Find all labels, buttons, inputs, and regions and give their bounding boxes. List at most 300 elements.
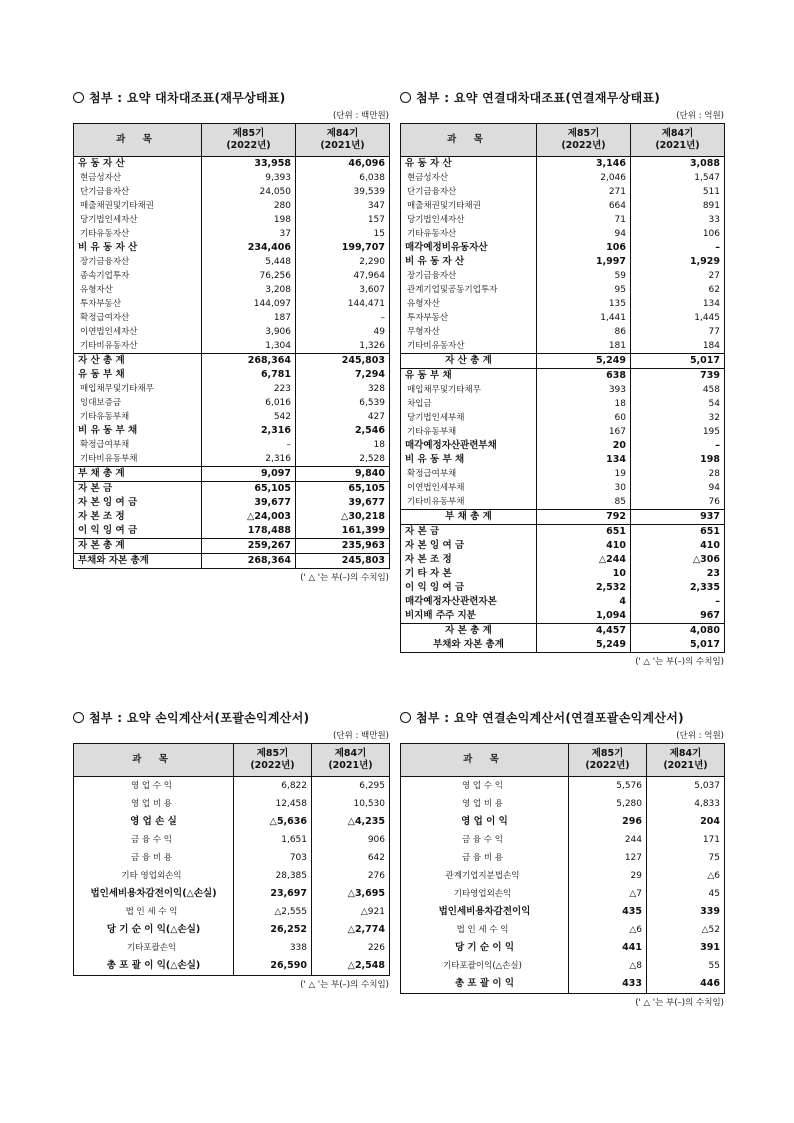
current-value: 26,252: [234, 921, 312, 939]
current-value: 187: [202, 311, 296, 325]
row-label: 기 타 자 본: [401, 567, 537, 581]
circle-bullet-icon: [400, 92, 411, 103]
table-row: [401, 467, 725, 481]
row-label: 법인세비용차감전이익(△손실): [74, 885, 234, 903]
col-header-item: 과 목: [74, 124, 202, 157]
previous-value: 171: [702, 835, 720, 845]
previous-value: 75: [708, 853, 720, 863]
previous-value: 47,964: [353, 271, 385, 281]
previous-value: 906: [367, 835, 385, 845]
col-header-previous: 제84기 (2021년): [647, 744, 725, 777]
row-label: 무형자산: [401, 325, 537, 339]
table-row: [401, 369, 725, 384]
row-label: 유 동 자 산: [74, 157, 202, 172]
current-value: 234,406: [202, 241, 296, 255]
table-row: [74, 424, 390, 438]
table-row: [401, 397, 725, 411]
previous-value: 937: [631, 510, 725, 525]
table-row: [401, 885, 725, 903]
row-label: 기타유동자산: [401, 227, 537, 241]
previous-value: 5,037: [694, 781, 720, 791]
previous-value: 1,929: [689, 256, 720, 267]
current-value: 28,385: [234, 867, 312, 885]
balance-sheet-section: [73, 90, 389, 584]
previous-value: 339: [700, 906, 720, 917]
current-value: 2,316: [202, 424, 296, 438]
table-row: [74, 452, 390, 467]
previous-value: 391: [700, 942, 720, 953]
previous-value: 5,017: [689, 639, 720, 650]
previous-value: 62: [708, 285, 720, 295]
previous-value: 446: [700, 978, 720, 989]
current-value: 268,364: [202, 354, 296, 369]
col-header-current: 제85기 (2022년): [202, 124, 296, 157]
current-value: 178,488: [202, 524, 296, 539]
previous-value: 134: [702, 299, 720, 309]
table-row: [401, 510, 725, 525]
table-row: [401, 539, 725, 553]
row-label: 자 본 조 정: [74, 510, 202, 524]
col-header-current: 제85기 (2022년): [537, 124, 631, 157]
current-value: 86: [537, 325, 631, 339]
row-label: 매입채무및기타채무: [401, 383, 537, 397]
row-label: 기타비유동부채: [401, 495, 537, 510]
consolidated-balance-sheet-section: [400, 90, 724, 668]
table-row: [401, 354, 725, 369]
previous-value: 198: [700, 454, 720, 465]
current-value: 60: [537, 411, 631, 425]
previous-value: 328: [367, 384, 385, 394]
current-value: △8: [569, 957, 647, 975]
current-value: 244: [569, 831, 647, 849]
row-label: 유형자산: [401, 297, 537, 311]
row-label: 관계기업및공동기업투자: [401, 283, 537, 297]
table-row: [74, 849, 390, 867]
row-label: 부채와 자본 총계: [74, 554, 202, 569]
table-row: [401, 199, 725, 213]
previous-value: 642: [367, 853, 385, 863]
row-label: 부채와 자본 총계: [401, 638, 537, 653]
previous-value: 9,840: [296, 467, 390, 482]
table-row: [401, 795, 725, 813]
current-value: 393: [537, 383, 631, 397]
col-header-current: 제85기 (2022년): [569, 744, 647, 777]
table-row: [401, 849, 725, 867]
row-label: 총 포 괄 이 익: [401, 975, 569, 994]
col-header-previous: 제84기 (2021년): [296, 124, 390, 157]
current-value: 3,146: [537, 157, 631, 172]
negative-note: (' △ '는 부(–)의 수치임): [300, 573, 389, 583]
row-label: 유형자산: [74, 283, 202, 297]
current-value: 167: [537, 425, 631, 439]
table-row: [74, 496, 390, 510]
table-row: [74, 199, 390, 213]
current-value: 3,208: [202, 283, 296, 297]
current-value: 37: [202, 227, 296, 241]
current-value: 39,677: [202, 496, 296, 510]
current-value: 792: [537, 510, 631, 525]
current-value: 1,651: [234, 831, 312, 849]
previous-value: 15: [373, 229, 385, 239]
previous-value: 18: [373, 440, 385, 450]
previous-value: 3,088: [689, 158, 720, 169]
row-label: 금 융 수 익: [74, 831, 234, 849]
unit-label: (단위 : 백만원): [333, 111, 389, 121]
row-label: 기타포괄이익(△손실): [401, 957, 569, 975]
row-label: 차입금: [401, 397, 537, 411]
current-value: 26,590: [234, 957, 312, 976]
current-value: 1,094: [537, 609, 631, 624]
row-label: 자 본 금: [401, 525, 537, 540]
consolidated-income-statement-table: [400, 743, 725, 994]
current-value: △7: [569, 885, 647, 903]
previous-value: 6,539: [359, 398, 385, 408]
current-value: 2,316: [202, 452, 296, 467]
row-label: 이연법인세자산: [74, 325, 202, 339]
row-label: 부 채 총 계: [74, 467, 202, 482]
current-value: 95: [537, 283, 631, 297]
current-value: 94: [537, 227, 631, 241]
previous-value: –: [715, 440, 720, 451]
current-value: 10: [537, 567, 631, 581]
table-row: [74, 297, 390, 311]
current-value: 20: [537, 439, 631, 453]
row-label: 기타영업외손익: [401, 885, 569, 903]
previous-value: 65,105: [296, 482, 390, 497]
table-row: [401, 813, 725, 831]
row-label: 현금성자산: [401, 171, 537, 185]
current-value: 9,097: [202, 467, 296, 482]
previous-value: 23: [706, 568, 720, 579]
current-value: 268,364: [202, 554, 296, 569]
table-row: [401, 903, 725, 921]
table-row: [74, 813, 390, 831]
previous-value: △2,548: [347, 960, 385, 971]
table-row: [74, 325, 390, 339]
negative-note: (' △ '는 부(–)의 수치임): [300, 980, 389, 990]
current-value: 134: [537, 453, 631, 467]
table-row: [401, 481, 725, 495]
previous-value: 161,399: [341, 525, 385, 536]
current-value: 435: [569, 903, 647, 921]
current-value: 5,249: [537, 354, 631, 369]
current-value: 3,906: [202, 325, 296, 339]
circle-bullet-icon: [400, 712, 411, 723]
table-row: [401, 283, 725, 297]
table-row: [401, 157, 725, 172]
table-row: [401, 624, 725, 639]
table-row: [401, 241, 725, 255]
table-row: [401, 311, 725, 325]
table-row: [401, 227, 725, 241]
previous-value: 4,080: [631, 624, 725, 639]
table-row: [74, 283, 390, 297]
col-header-item: 과 목: [401, 744, 569, 777]
previous-value: 32: [708, 413, 720, 423]
previous-value: 245,803: [296, 354, 390, 369]
row-label: 확정급여부채: [74, 438, 202, 452]
previous-value: 891: [702, 201, 720, 211]
table-row: [74, 867, 390, 885]
previous-value: 245,803: [296, 554, 390, 569]
table-row: [401, 269, 725, 283]
row-label: 자 산 총 계: [401, 354, 537, 369]
previous-value: 410: [700, 540, 720, 551]
current-value: 106: [537, 241, 631, 255]
current-value: 638: [537, 369, 631, 384]
table-row: [74, 957, 390, 976]
current-value: 65,105: [202, 482, 296, 497]
table-row: [74, 382, 390, 396]
table-row: [74, 903, 390, 921]
row-label: 부 채 총 계: [401, 510, 537, 525]
row-label: 비 유 동 자 산: [401, 255, 537, 269]
row-label: 법인세비용차감전이익: [401, 903, 569, 921]
row-label: 관계기업지분법손익: [401, 867, 569, 885]
col-header-item: 과 목: [401, 124, 537, 157]
row-label: 영 업 비 용: [401, 795, 569, 813]
table-row: [401, 495, 725, 510]
row-label: 금 융 비 용: [401, 849, 569, 867]
row-label: 투자부동산: [74, 297, 202, 311]
income-statement-table: [73, 743, 390, 976]
row-label: 장기금융자산: [401, 269, 537, 283]
current-value: 1,997: [537, 255, 631, 269]
previous-value: △2,774: [347, 924, 385, 935]
row-label: 기타비유동자산: [401, 339, 537, 354]
previous-value: 5,017: [631, 354, 725, 369]
previous-value: 10,530: [353, 799, 385, 809]
previous-value: 4,833: [694, 799, 720, 809]
current-value: 24,050: [202, 185, 296, 199]
current-value: 19: [537, 467, 631, 481]
col-header-previous: 제84기 (2021년): [631, 124, 725, 157]
current-value: 71: [537, 213, 631, 227]
income-statement-heading: 첨부 : 요약 손익계산서(포괄손익계산서): [73, 710, 389, 726]
row-label: 금 융 비 용: [74, 849, 234, 867]
current-value: 223: [202, 382, 296, 396]
previous-value: 347: [367, 201, 385, 211]
current-value: 4: [537, 595, 631, 609]
current-value: 338: [234, 939, 312, 957]
row-label: 유 동 부 채: [401, 369, 537, 384]
current-value: 76,256: [202, 269, 296, 283]
current-value: 280: [202, 199, 296, 213]
table-header-row: [401, 744, 725, 777]
row-label: 법 인 세 수 익: [401, 921, 569, 939]
current-value: 135: [537, 297, 631, 311]
row-label: 종속기업투자: [74, 269, 202, 283]
row-label: 자 산 총 계: [74, 354, 202, 369]
previous-value: 7,294: [354, 369, 385, 380]
unit-label: (단위 : 억원): [676, 111, 724, 121]
current-value: 127: [569, 849, 647, 867]
current-value: 5,576: [569, 777, 647, 796]
table-row: [401, 867, 725, 885]
row-label: 자 본 잉 여 금: [401, 539, 537, 553]
previous-value: 427: [367, 412, 385, 422]
current-value: 1,441: [537, 311, 631, 325]
current-value: 2,046: [537, 171, 631, 185]
table-row: [401, 171, 725, 185]
previous-value: △4,235: [347, 816, 385, 827]
table-row: [74, 539, 390, 554]
row-label: 자 본 금: [74, 482, 202, 497]
circle-bullet-icon: [73, 712, 84, 723]
table-row: [74, 831, 390, 849]
previous-value: 77: [708, 327, 720, 337]
table-row: [74, 795, 390, 813]
row-label: 현금성자산: [74, 171, 202, 185]
table-row: [401, 921, 725, 939]
current-value: △244: [537, 553, 631, 567]
table-header-row: [74, 744, 390, 777]
table-header-row: [401, 124, 725, 157]
previous-value: △921: [360, 907, 385, 917]
row-label: 기타포괄손익: [74, 939, 234, 957]
table-row: [401, 609, 725, 624]
current-value: 441: [569, 939, 647, 957]
previous-value: 94: [708, 483, 720, 493]
previous-value: 54: [708, 399, 720, 409]
table-row: [401, 939, 725, 957]
current-value: 4,457: [537, 624, 631, 639]
current-value: 271: [537, 185, 631, 199]
table-row: [74, 921, 390, 939]
row-label: 자 본 조 정: [401, 553, 537, 567]
table-row: [74, 157, 390, 172]
row-label: 영 업 손 실: [74, 813, 234, 831]
table-row: [74, 885, 390, 903]
previous-value: 28: [708, 469, 720, 479]
circle-bullet-icon: [73, 92, 84, 103]
table-row: [401, 638, 725, 653]
col-header-previous: 제84기 (2021년): [312, 744, 390, 777]
current-value: △6: [569, 921, 647, 939]
current-value: 5,448: [202, 255, 296, 269]
previous-value: 199,707: [341, 242, 385, 253]
current-value: 9,393: [202, 171, 296, 185]
table-row: [74, 467, 390, 482]
row-label: 매출채권및기타채권: [74, 199, 202, 213]
table-row: [74, 354, 390, 369]
row-label: 비지배 주주 지분: [401, 609, 537, 624]
row-label: 기타유동부채: [74, 410, 202, 424]
consolidated-income-statement-heading: 첨부 : 요약 연결손익계산서(연결포괄손익계산서): [400, 710, 724, 726]
row-label: 당기법인세부채: [401, 411, 537, 425]
table-row: [74, 482, 390, 497]
previous-value: 157: [367, 215, 385, 225]
consolidated-balance-sheet-heading: 첨부 : 요약 연결대차대조표(연결재무상태표): [400, 90, 724, 106]
current-value: –: [202, 438, 296, 452]
current-value: 33,958: [202, 157, 296, 172]
previous-value: 55: [708, 961, 720, 971]
table-row: [74, 311, 390, 325]
row-label: 매입채무및기타채무: [74, 382, 202, 396]
current-value: 6,781: [202, 368, 296, 382]
table-row: [401, 553, 725, 567]
row-label: 유 동 자 산: [401, 157, 537, 172]
table-row: [401, 525, 725, 540]
table-row: [401, 567, 725, 581]
current-value: 542: [202, 410, 296, 424]
previous-value: 511: [702, 187, 720, 197]
previous-value: 1,547: [694, 173, 720, 183]
table-row: [74, 510, 390, 524]
row-label: 비 유 동 부 채: [74, 424, 202, 438]
row-label: 금 융 수 익: [401, 831, 569, 849]
table-row: [74, 255, 390, 269]
current-value: 23,697: [234, 885, 312, 903]
row-label: 매출채권및기타채권: [401, 199, 537, 213]
current-value: 5,280: [569, 795, 647, 813]
table-row: [74, 339, 390, 354]
current-value: 651: [537, 525, 631, 540]
negative-note: (' △ '는 부(–)의 수치임): [635, 657, 724, 667]
current-value: 296: [569, 813, 647, 831]
table-row: [74, 171, 390, 185]
row-label: 자 본 잉 여 금: [74, 496, 202, 510]
row-label: 장기금융자산: [74, 255, 202, 269]
row-label: 매각예정자산관련자본: [401, 595, 537, 609]
row-label: 이 익 잉 여 금: [74, 524, 202, 539]
table-row: [74, 939, 390, 957]
previous-value: –: [380, 313, 385, 323]
previous-value: –: [715, 242, 720, 253]
row-label: 당 기 순 이 익(△손실): [74, 921, 234, 939]
row-label: 총 포 괄 이 익(△손실): [74, 957, 234, 976]
row-label: 기타유동자산: [74, 227, 202, 241]
current-value: 29: [569, 867, 647, 885]
current-value: 85: [537, 495, 631, 510]
row-label: 영 업 비 용: [74, 795, 234, 813]
table-row: [401, 453, 725, 467]
previous-value: 49: [373, 327, 385, 337]
row-label: 단기금융자산: [74, 185, 202, 199]
current-value: 30: [537, 481, 631, 495]
row-label: 매각예정자산관련부채: [401, 439, 537, 453]
previous-value: 2,546: [354, 425, 385, 436]
table-row: [74, 241, 390, 255]
table-row: [401, 339, 725, 354]
table-row: [74, 368, 390, 382]
col-header-item: 과 목: [74, 744, 234, 777]
previous-value: 39,539: [353, 187, 385, 197]
row-label: 기타유동부채: [401, 425, 537, 439]
current-value: 5,249: [537, 638, 631, 653]
balance-sheet-table: [73, 123, 390, 569]
table-header-row: [74, 124, 390, 157]
table-row: [401, 325, 725, 339]
current-value: 410: [537, 539, 631, 553]
row-label: 당기법인세자산: [401, 213, 537, 227]
previous-value: 184: [702, 341, 720, 351]
table-row: [401, 831, 725, 849]
current-value: 664: [537, 199, 631, 213]
row-label: 영 업 이 익: [401, 813, 569, 831]
row-label: 잉대보증금: [74, 396, 202, 410]
previous-value: –: [715, 596, 720, 607]
row-label: 단기금융자산: [401, 185, 537, 199]
previous-value: 46,096: [348, 158, 385, 169]
consolidated-income-statement-section: [400, 710, 724, 1009]
row-label: 확정급여부채: [401, 467, 537, 481]
table-row: [74, 396, 390, 410]
row-label: 법 인 세 수 익: [74, 903, 234, 921]
row-label: 당기법인세자산: [74, 213, 202, 227]
row-label: 유 동 부 채: [74, 368, 202, 382]
table-row: [401, 185, 725, 199]
